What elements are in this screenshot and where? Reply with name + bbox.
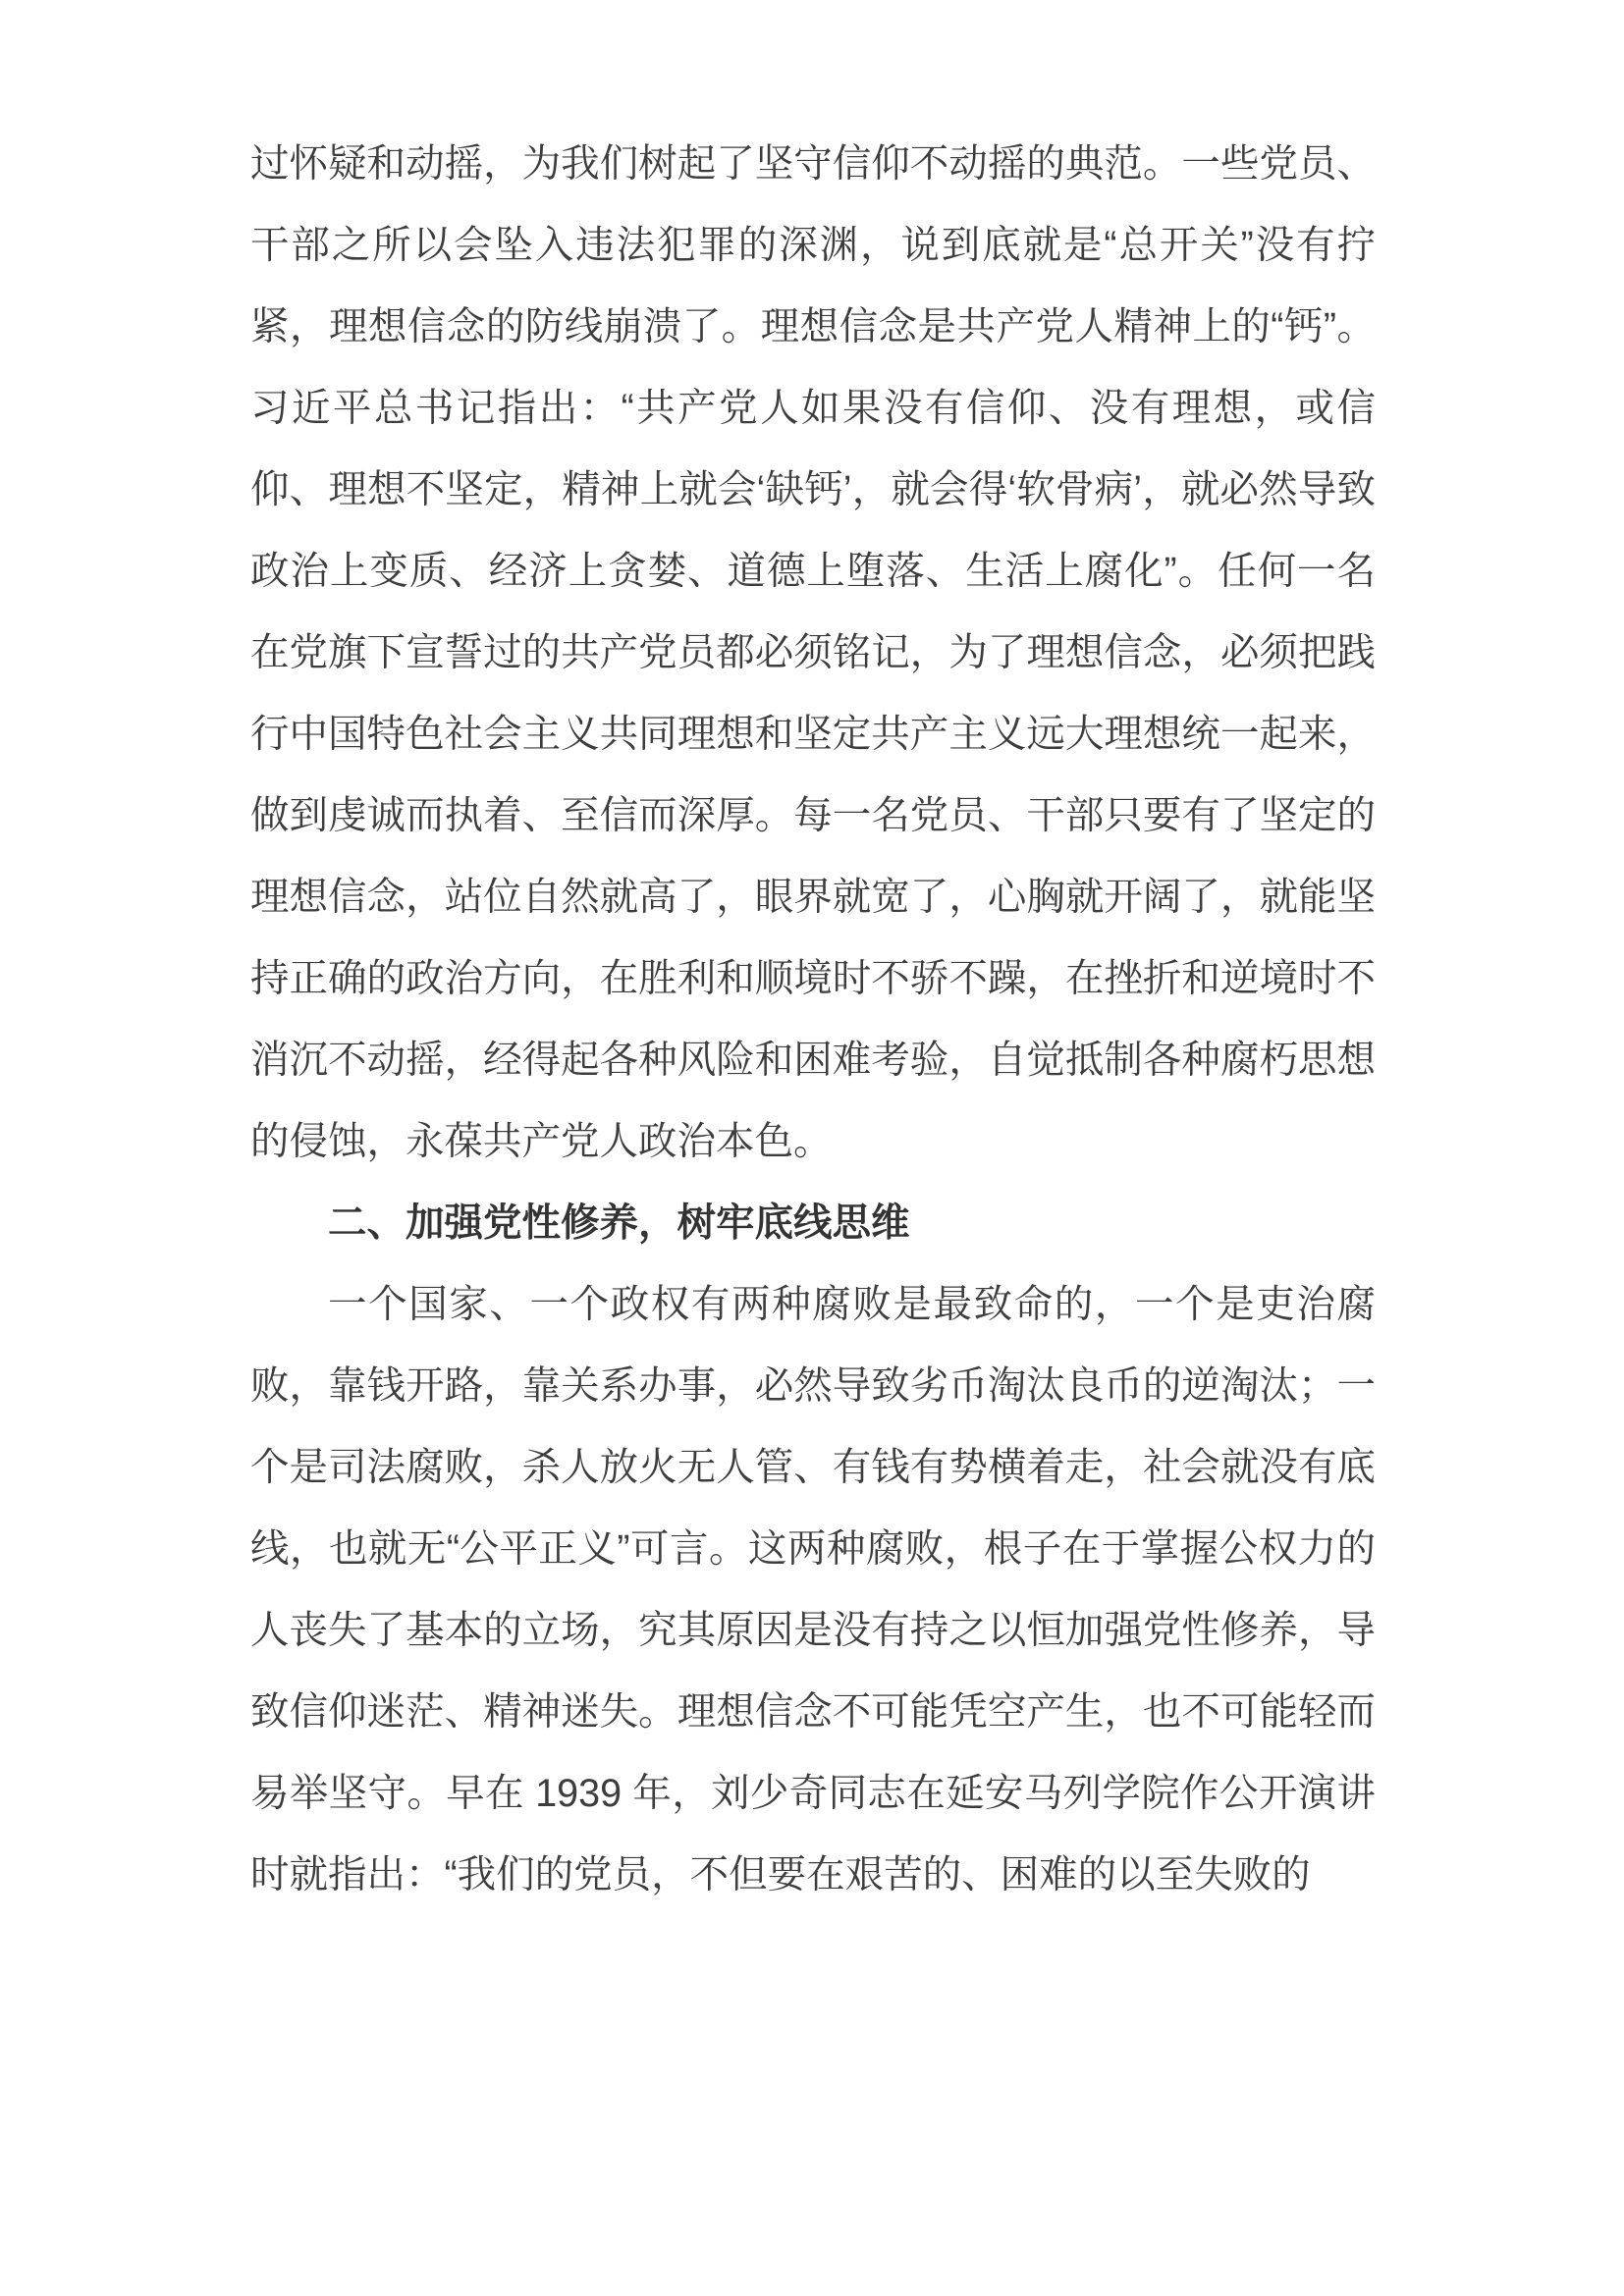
document-body [250, 124, 1376, 1916]
paragraph-two-corruptions: 一个国家、一个政权有两种腐败是最致命的，一个是吏治腐败，靠钱开路，靠关系办事，必然导致劣币淘汰良币的逆淘汰；一个是司法腐败，杀人放火无人管、有钱有势横着走，社会就没有底线，也就无“公平正义”可言。这两种腐败，根子在于掌握公权力的人丧失了基本的立场，究其原因是没有持之以恒加强党性修养，导致信仰迷茫、精神迷失。理想信念不可能凭空产生，也不可能轻而易举坚守。早在 1939 年，刘少奇同志在延安马列学院作公开演讲时就指出：“我们的党员，不但要在艰苦的、困难的以至失败的 [250, 1283, 1376, 1896]
paragraph-ideals-and-beliefs: 过怀疑和动摇，为我们树起了坚守信仰不动摇的典范。一些党员、干部之所以会坠入违法犯罪的深渊，说到底就是“总开关”没有拧紧，理想信念的防线崩溃了。理想信念是共产党人精神上的“钙”。习近平总书记指出：“共产党人如果没有信仰、没有理想，或信仰、理想不坚定，精神上就会‘缺钙’，就会得‘软骨病’，就必然导致政治上变质、经济上贪婪、道德上堕落、生活上腐化”。任何一名在党旗下宣誓过的共产党员都必须铭记，为了理想信念，必须把践行中国特色社会主义共同理想和坚定共产主义远大理想统一起来，做到虔诚而执着、至信而深厚。每一名党员、干部只要有了坚定的理想信念，站位自然就高了，眼界就宽了，心胸就开阔了，就能坚持正确的政治方向，在胜利和顺境时不骄不躁，在挫折和逆境时不消沉不动摇，经得起各种风险和困难考验，自觉抵制各种腐朽思想的侵蚀，永葆共产党人政治本色。 [250, 142, 1376, 1163]
section-heading-party-spirit: 二、加强党性修养，树牢底线思维 [328, 1201, 910, 1245]
